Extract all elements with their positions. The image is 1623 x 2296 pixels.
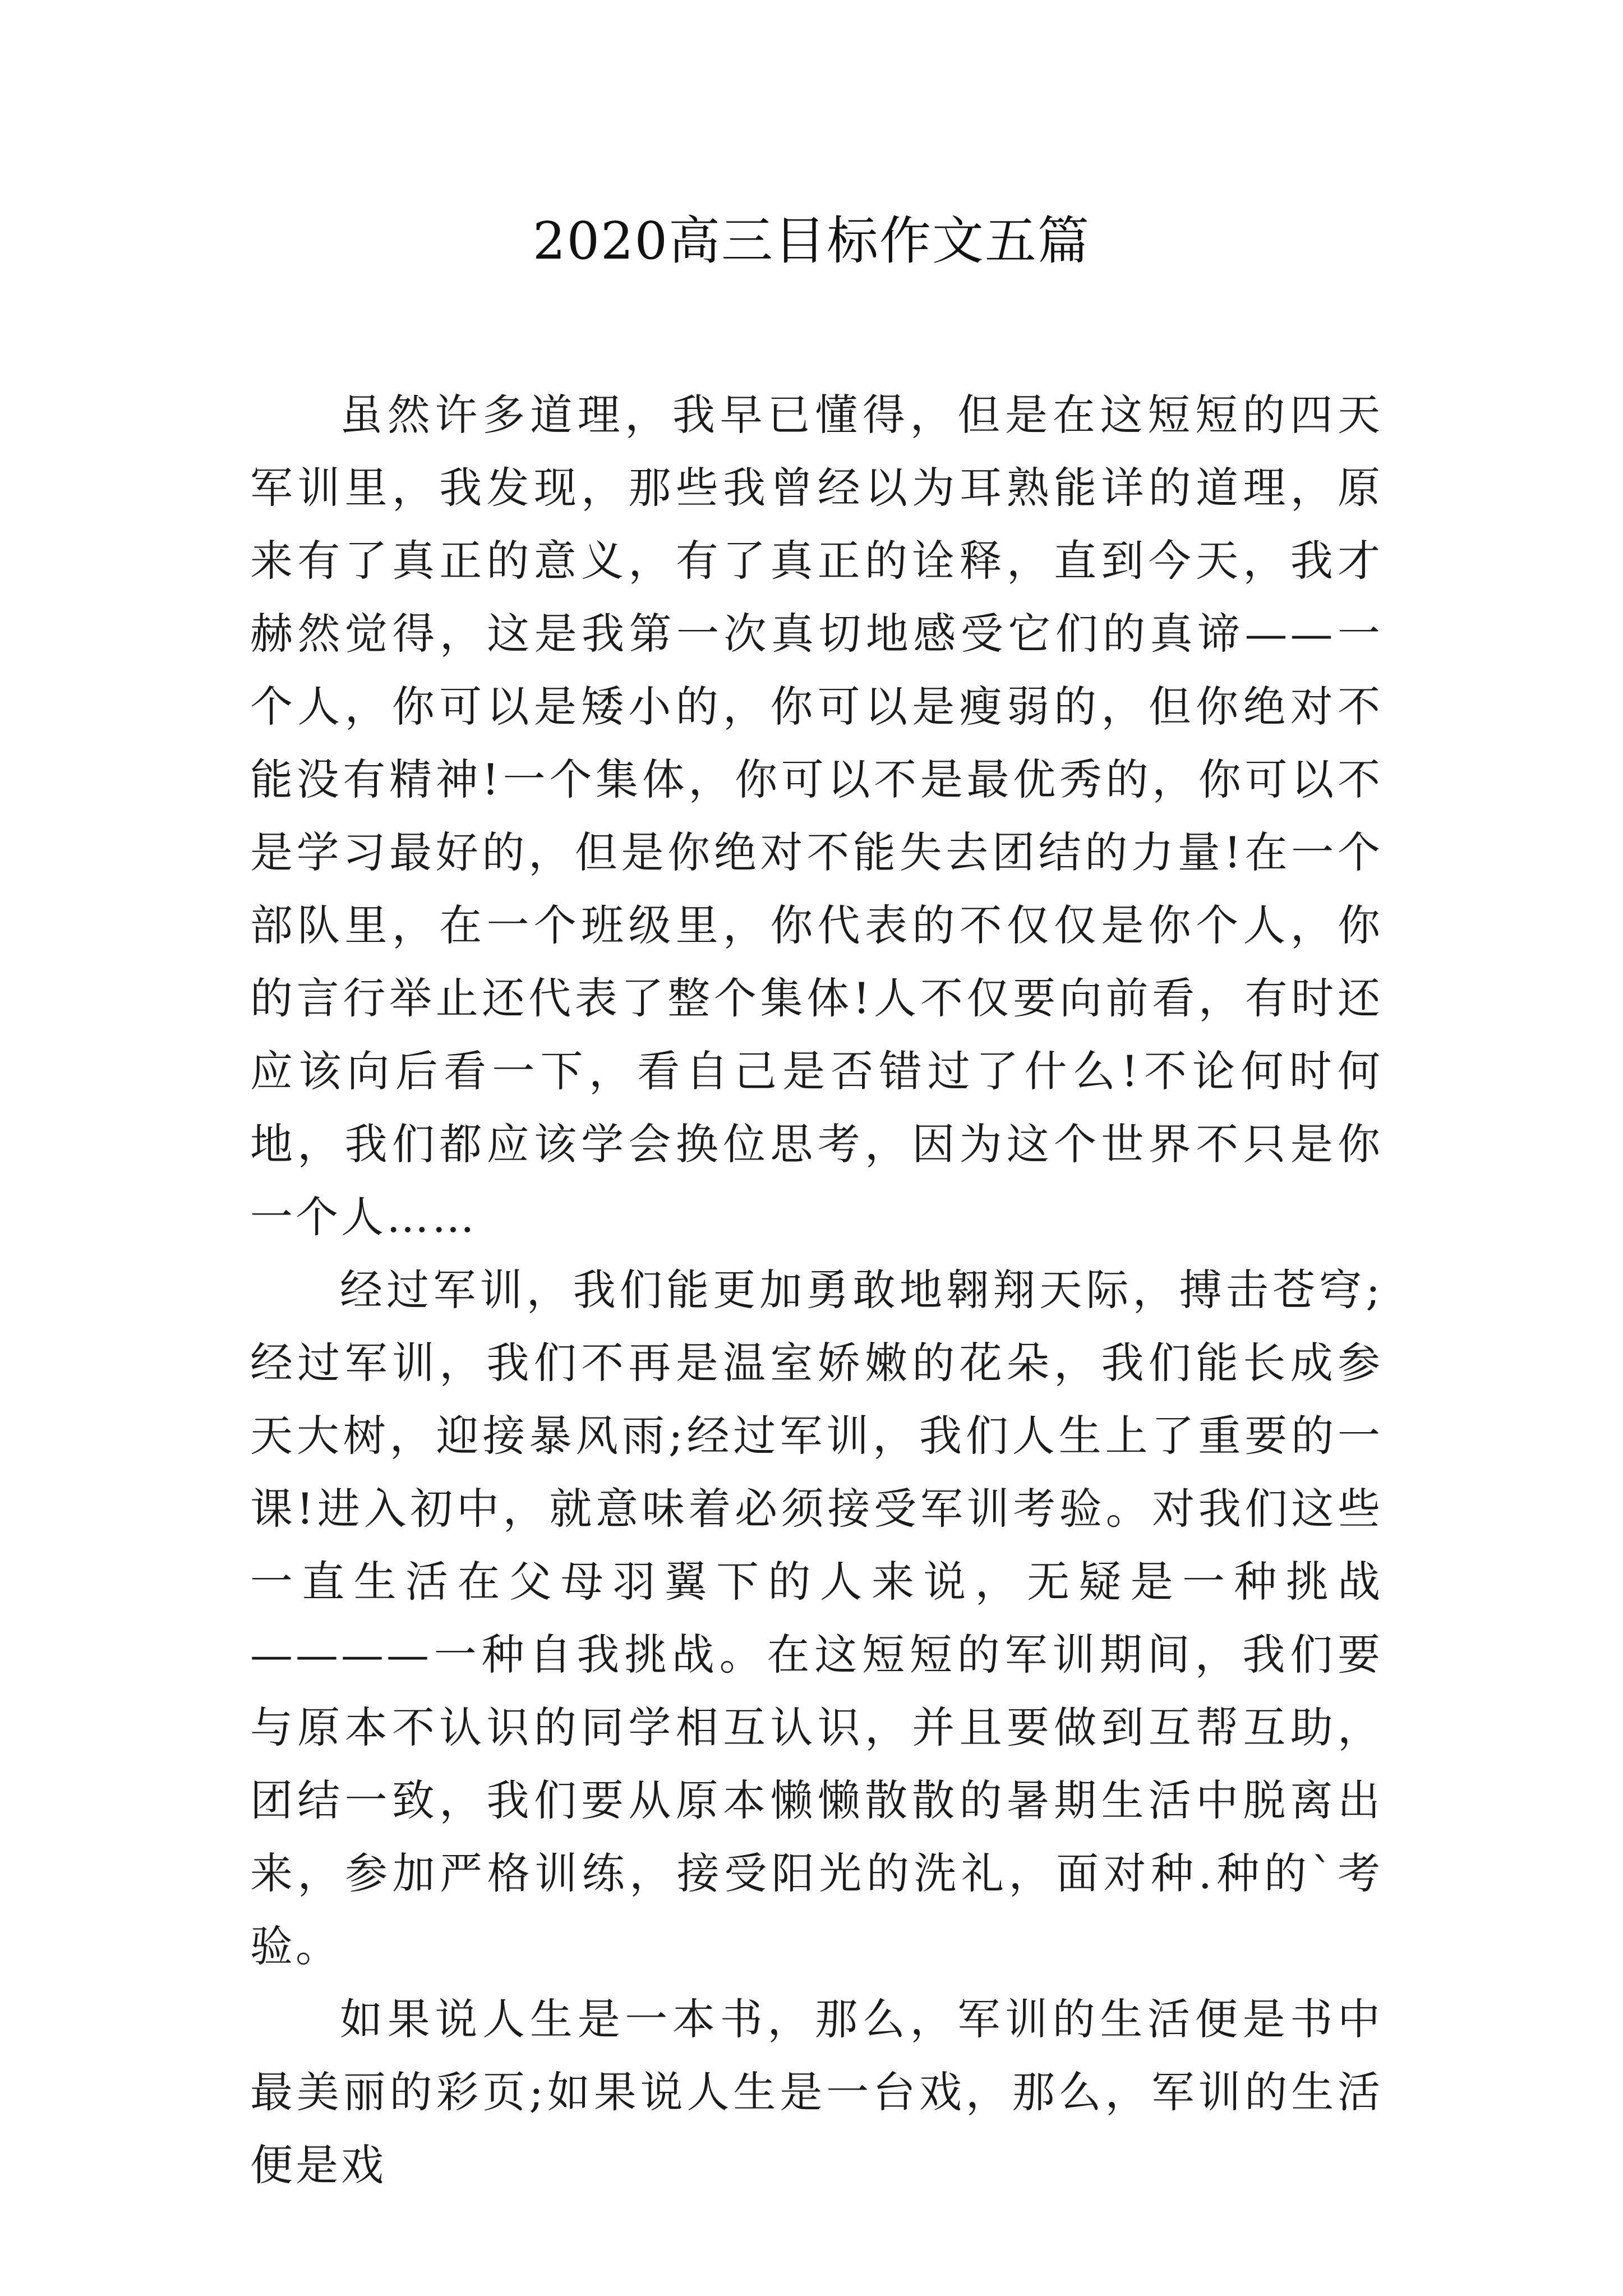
document-title: 2020高三目标作文五篇 <box>532 211 1091 271</box>
paragraph-2: 经过军训，我们能更加勇敢地翱翔天际，搏击苍穹;经过军训，我们不再是温室娇嫩的花朵，我们能长成参天大树，迎接暴风雨;经过军训，我们人生上了重要的一课!进入初中，就意味着必须接受军训考验。对我们这些一直生活在父母羽翼下的人来说，无疑是一种挑战————一种自我挑战。在这短短的军训期间，我们要与原本不认识的同学相互认识，并且要做到互帮互助，团结一致，我们要从原本懒懒散散的暑期生活中脱离出来，参加严格训练，接受阳光的洗礼，面对种.种的`考验。 <box>250 1265 1383 1971</box>
paragraph-1: 虽然许多道理，我早已懂得，但是在这短短的四天军训里，我发现，那些我曾经以为耳熟能详的道理，原来有了真正的意义，有了真正的诠释，直到今天，我才赫然觉得，这是我第一次真切地感受它们的真谛——一个人，你可以是矮小的，你可以是瘦弱的，但你绝对不能没有精神!一个集体，你可以不是最优秀的，你可以不是学习最好的，但是你绝对不能失去团结的力量!在一个部队里，在一个班级里，你代表的不仅仅是你个人，你的言行举止还代表了整个集体!人不仅要向前看，有时还应该向后看一下，看自己是否错过了什么!不论何时何地，我们都应该学会换位思考，因为这个世界不只是你一个人…… <box>250 390 1383 1242</box>
paragraph-3: 如果说人生是一本书，那么，军训的生活便是书中最美丽的彩页;如果说人生是一台戏，那么，军训的生活便是戏 <box>250 1994 1383 2190</box>
document-body <box>250 379 1383 2202</box>
